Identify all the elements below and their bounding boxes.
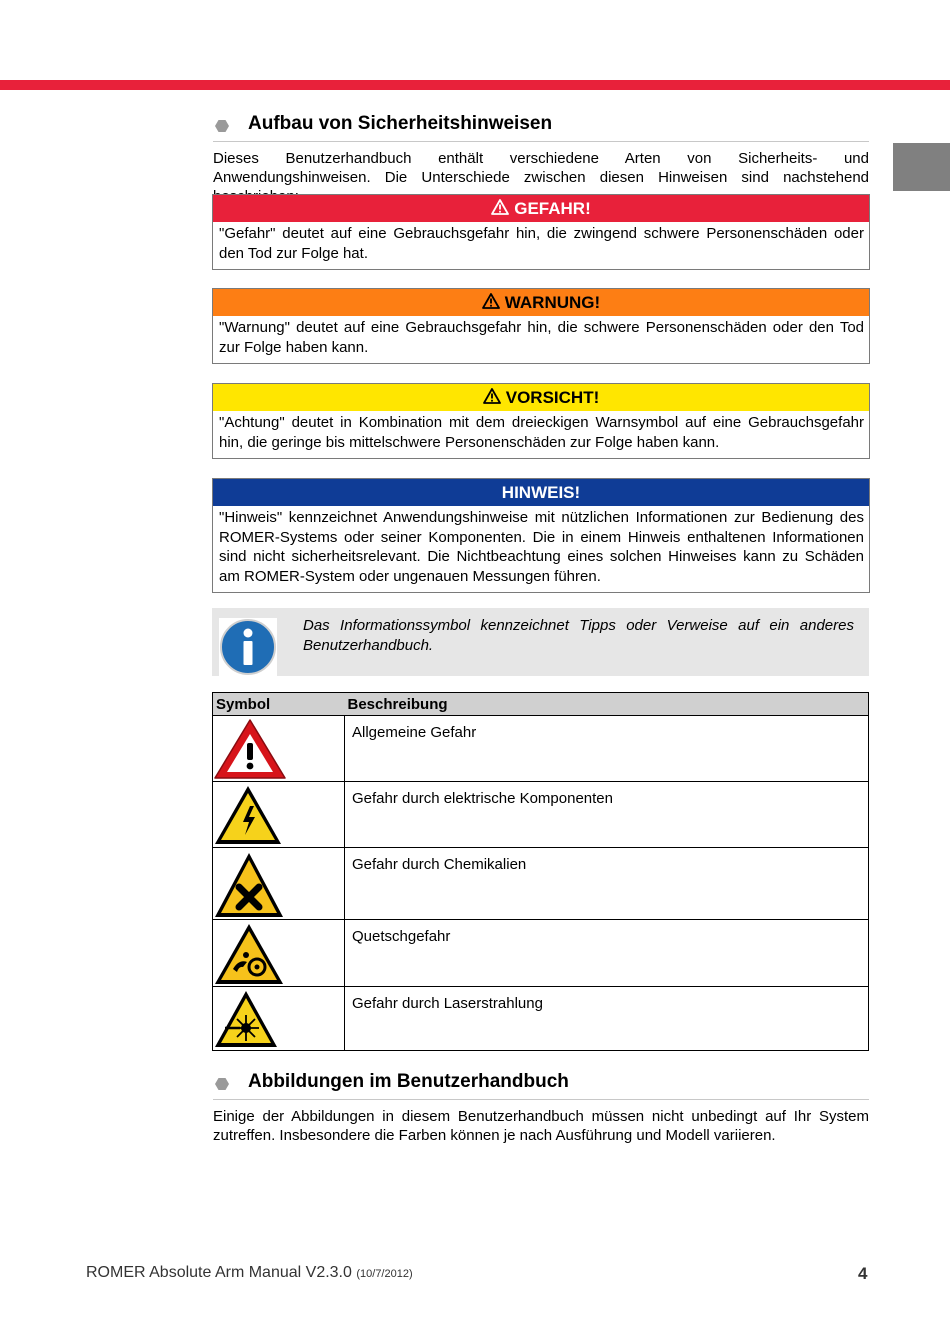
- notice-text: "Hinweis" kennzeichnet Anwendungshinweise mit nützlichen Informationen zur Bedienung des ROMER-Systems oder seiner Komponenten. Die in einem Hinweis enthaltenen Informationen sind nicht sicherheitsrelevant. Die Nichtbeachtung eines solchen Hinweises kann zu Schäden am ROMER-System oder ungenauen Messungen führen.: [219, 509, 864, 585]
- warning-title: WARNUNG!: [504, 293, 601, 312]
- hexagon-bullet-icon: [215, 120, 229, 132]
- chapter-tab: [893, 143, 950, 191]
- section-heading-safety: [213, 113, 869, 142]
- symbol-cell: [213, 716, 345, 782]
- footer-title: [86, 1264, 413, 1282]
- footer-date: (10/7/2012): [356, 1268, 413, 1280]
- danger-header: [213, 195, 869, 222]
- info-box: [212, 608, 869, 676]
- danger-notice: [212, 194, 870, 270]
- column-header-description: Beschreibung: [345, 693, 869, 716]
- symbol-cell: [213, 920, 345, 987]
- table-row: [213, 782, 869, 848]
- notice-title: HINWEIS!: [501, 483, 581, 502]
- manual-title: ROMER Absolute Arm Manual V2.3.0: [86, 1264, 352, 1281]
- table-header-row: [213, 693, 869, 716]
- crush-icon: [213, 922, 285, 986]
- danger-text: "Gefahr" deutet auf eine Gebrauchsgefahr hin, die zwingend schwere Personenschäden oder den Tod zur Folge hat.: [219, 225, 864, 262]
- symbol-cell: [213, 987, 345, 1051]
- danger-title: GEFAHR!: [514, 199, 591, 218]
- warning-notice: [212, 288, 870, 364]
- electrical-icon: [213, 784, 283, 846]
- top-accent-bar: [0, 80, 950, 90]
- description-cell: Gefahr durch elektrische Komponenten: [345, 782, 869, 848]
- general-danger-icon: [213, 718, 287, 780]
- section-heading-illustrations: [213, 1071, 869, 1100]
- column-header-symbol: Symbol: [213, 693, 345, 716]
- laser-icon: [213, 989, 279, 1049]
- description-cell: Allgemeine Gefahr: [345, 716, 869, 782]
- table-row: [213, 920, 869, 987]
- table-row: [213, 987, 869, 1051]
- caution-text: "Achtung" deutet in Kombination mit dem dreieckigen Warnsymbol auf eine Gebrauchsgefahr hin, die geringe bis mittelschwere Personenschäden zur Folge haben kann.: [219, 414, 864, 451]
- hexagon-bullet-icon: [215, 1078, 229, 1090]
- illustrations-paragraph: Einige der Abbildungen in diesem Benutzerhandbuch müssen nicht unbedingt auf Ihr System zutreffen. Insbesondere die Farben können je nach Ausführung und Modell variieren.: [213, 1108, 869, 1144]
- page-number: 4: [858, 1264, 868, 1283]
- symbol-table: [212, 692, 869, 1051]
- notice-box: [212, 478, 870, 593]
- description-cell: Gefahr durch Laserstrahlung: [345, 987, 869, 1051]
- table-row: [213, 848, 869, 920]
- warning-triangle-icon: [482, 293, 500, 309]
- chemical-icon: [213, 851, 285, 919]
- section-title: Aufbau von Sicherheitshinweisen: [248, 113, 553, 134]
- symbol-cell: [213, 782, 345, 848]
- warning-text: "Warnung" deutet auf eine Gebrauchsgefahr hin, die schwere Personenschäden oder den Tod zur Folge haben kann.: [219, 319, 864, 356]
- intro-paragraph: Dieses Benutzerhandbuch enthält verschiedene Arten von Sicherheits- und Anwendungshinweisen. Die Unterschiede zwischen diesen Hinweisen sind nachstehend: [213, 150, 869, 186]
- caution-notice: [212, 383, 870, 459]
- warning-triangle-icon: [491, 199, 509, 215]
- info-text: Das Informationssymbol kennzeichnet Tipps oder Verweise auf ein anderes Benutzerhandbuch.: [303, 617, 854, 654]
- caution-title: VORSICHT!: [505, 388, 600, 407]
- warning-triangle-icon: [483, 388, 501, 404]
- table-row: [213, 716, 869, 782]
- caution-header: [213, 384, 869, 411]
- notice-header: [213, 479, 869, 506]
- info-icon: [219, 618, 277, 676]
- section-title: Abbildungen im Benutzerhandbuch: [248, 1071, 569, 1092]
- warning-header: [213, 289, 869, 316]
- symbol-cell: [213, 848, 345, 920]
- description-cell: Gefahr durch Chemikalien: [345, 848, 869, 920]
- description-cell: Quetschgefahr: [345, 920, 869, 987]
